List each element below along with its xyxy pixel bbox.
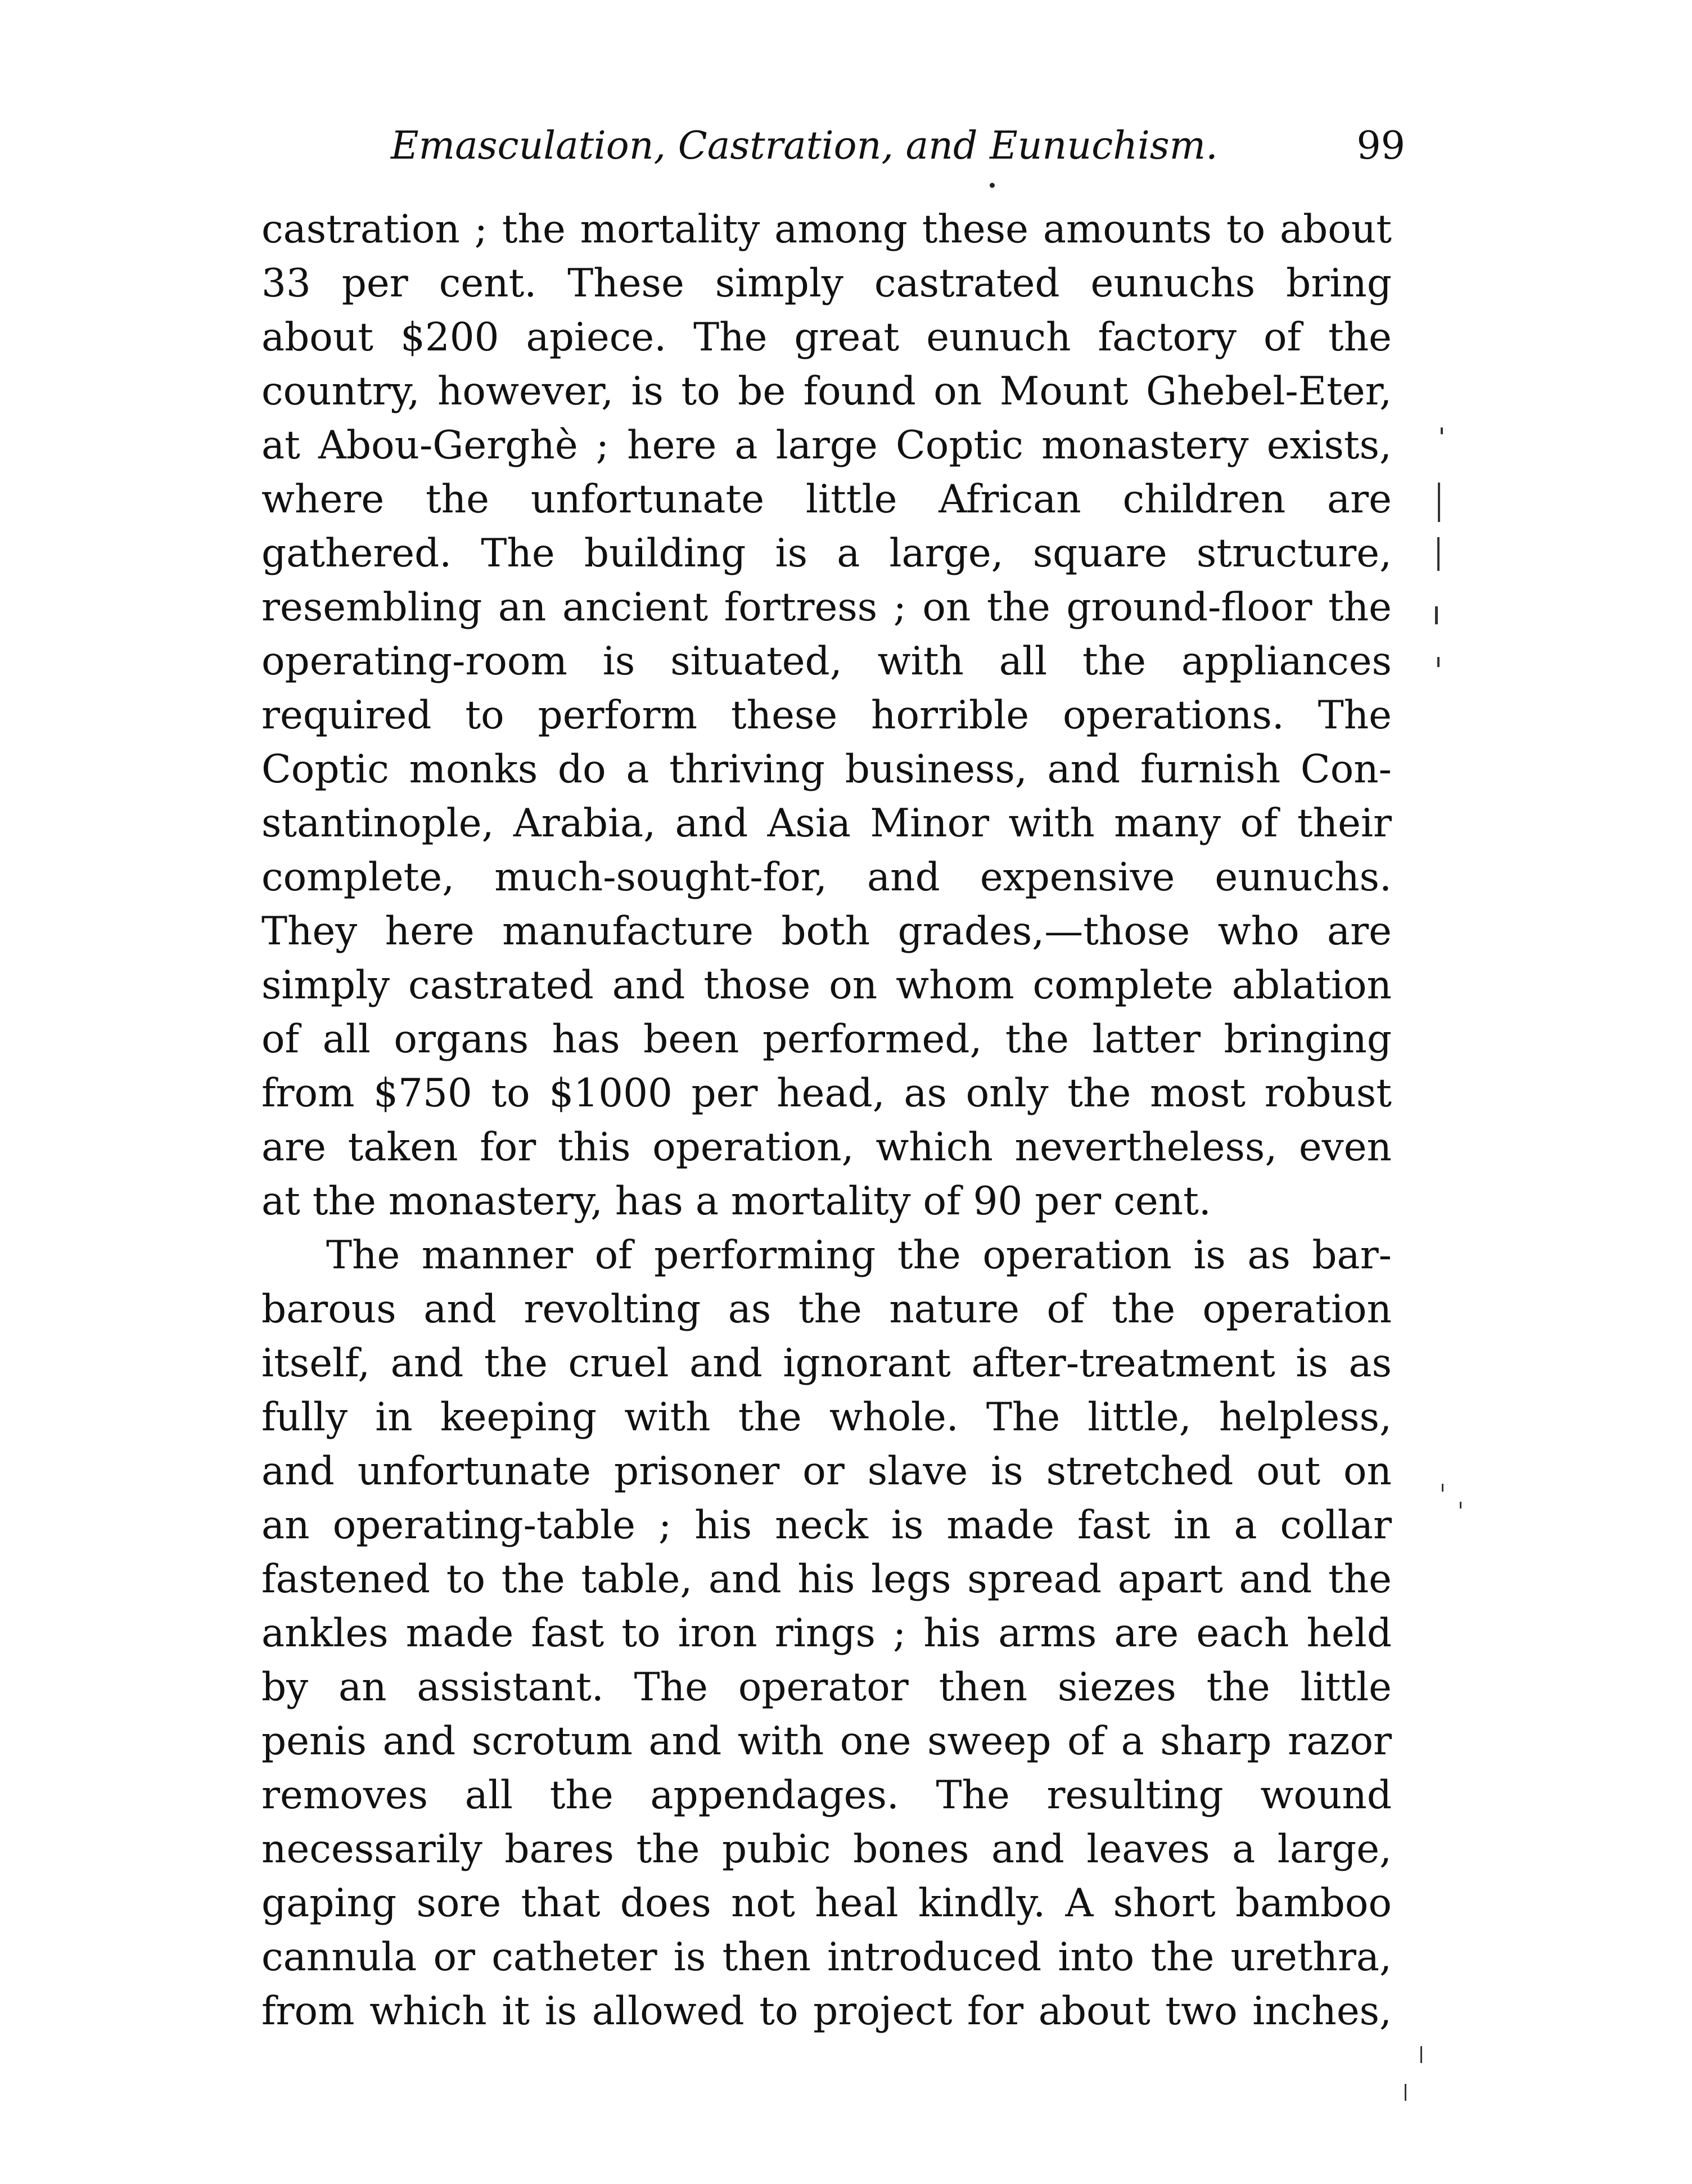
text-line: of all organs has been performed, the latter bringing	[261, 1017, 1392, 1062]
text-line: simply castrated and those on whom complete ablation	[261, 963, 1392, 1008]
text-line: complete, much-sought-for, and expensive eunuchs.	[261, 855, 1392, 900]
text-line: The manner of performing the operation is as bar-	[326, 1233, 1392, 1278]
text-line: at Abou-Gerghè ; here a large Coptic monastery exists,	[261, 423, 1392, 468]
text-line: barous and revolting as the nature of the operation	[261, 1287, 1392, 1332]
text-line: by an assistant. The operator then siezes the little	[261, 1665, 1392, 1710]
paragraph-1	[261, 202, 1392, 1228]
text-line: fully in keeping with the whole. The little, helpless,	[261, 1395, 1392, 1440]
text-line: Coptic monks do a thriving business, and furnish Con-	[261, 747, 1392, 792]
text-line: 33 per cent. These simply castrated eunuchs bring	[261, 261, 1392, 306]
text-line: gathered. The building is a large, square structure,	[261, 531, 1392, 576]
running-title: Emasculation, Castration, and Eunuchism.	[391, 124, 1218, 168]
margin-mark	[1442, 1484, 1443, 1492]
page-number: 99	[1356, 124, 1405, 168]
margin-mark	[1420, 2046, 1422, 2063]
text-line: are taken for this operation, which nevertheless, even	[261, 1125, 1392, 1170]
text-line: country, however, is to be found on Mount Ghebel-Eter,	[261, 369, 1392, 414]
text-line: fastened to the table, and his legs spread apart and the	[261, 1557, 1392, 1602]
text-line: operating-room is situated, with all the appliances	[261, 639, 1392, 684]
text-line: cannula or catheter is then introduced into the urethra,	[261, 1935, 1392, 1980]
text-line: an operating-table ; his neck is made fast in a collar	[261, 1503, 1392, 1548]
text-line: They here manufacture both grades,—those who are	[261, 909, 1392, 954]
text-line: where the unfortunate little African children are	[261, 477, 1392, 522]
text-line: penis and scrotum and with one sweep of a sharp razor	[261, 1719, 1392, 1764]
margin-mark	[1437, 657, 1440, 667]
text-line: removes all the appendages. The resulting wound	[261, 1773, 1392, 1818]
text-line: and unfortunate prisoner or slave is stretched out on	[261, 1449, 1392, 1494]
text-line: necessarily bares the pubic bones and leaves a large,	[261, 1827, 1392, 1872]
text-line: from which it is allowed to project for about two inches,	[261, 1989, 1392, 2034]
body-text	[261, 202, 1392, 2038]
paragraph-2	[261, 1228, 1392, 2038]
text-line: from $750 to $1000 per head, as only the most robust	[261, 1071, 1392, 1116]
text-line: castration ; the mortality among these amounts to about	[261, 207, 1392, 252]
print-speck	[990, 183, 995, 188]
margin-mark	[1435, 606, 1438, 624]
text-line: required to perform these horrible operations. The	[261, 693, 1392, 738]
margin-mark	[1441, 427, 1443, 434]
text-line: itself, and the cruel and ignorant after-treatment is as	[261, 1341, 1392, 1386]
running-head	[264, 121, 1405, 172]
margin-mark	[1405, 2084, 1406, 2101]
text-line: at the monastery, has a mortality of 90 per cent.	[261, 1179, 1211, 1224]
text-line: gaping sore that does not heal kindly. A short bamboo	[261, 1881, 1392, 1926]
text-line: ankles made fast to iron rings ; his arms are each held	[261, 1611, 1392, 1656]
text-line: about $200 apiece. The great eunuch factory of the	[261, 315, 1392, 360]
margin-mark	[1438, 483, 1440, 522]
text-line: stantinople, Arabia, and Asia Minor with many of their	[261, 801, 1392, 846]
margin-mark	[1460, 1502, 1461, 1508]
text-line: resembling an ancient fortress ; on the ground-floor the	[261, 585, 1392, 630]
margin-mark	[1437, 537, 1440, 571]
